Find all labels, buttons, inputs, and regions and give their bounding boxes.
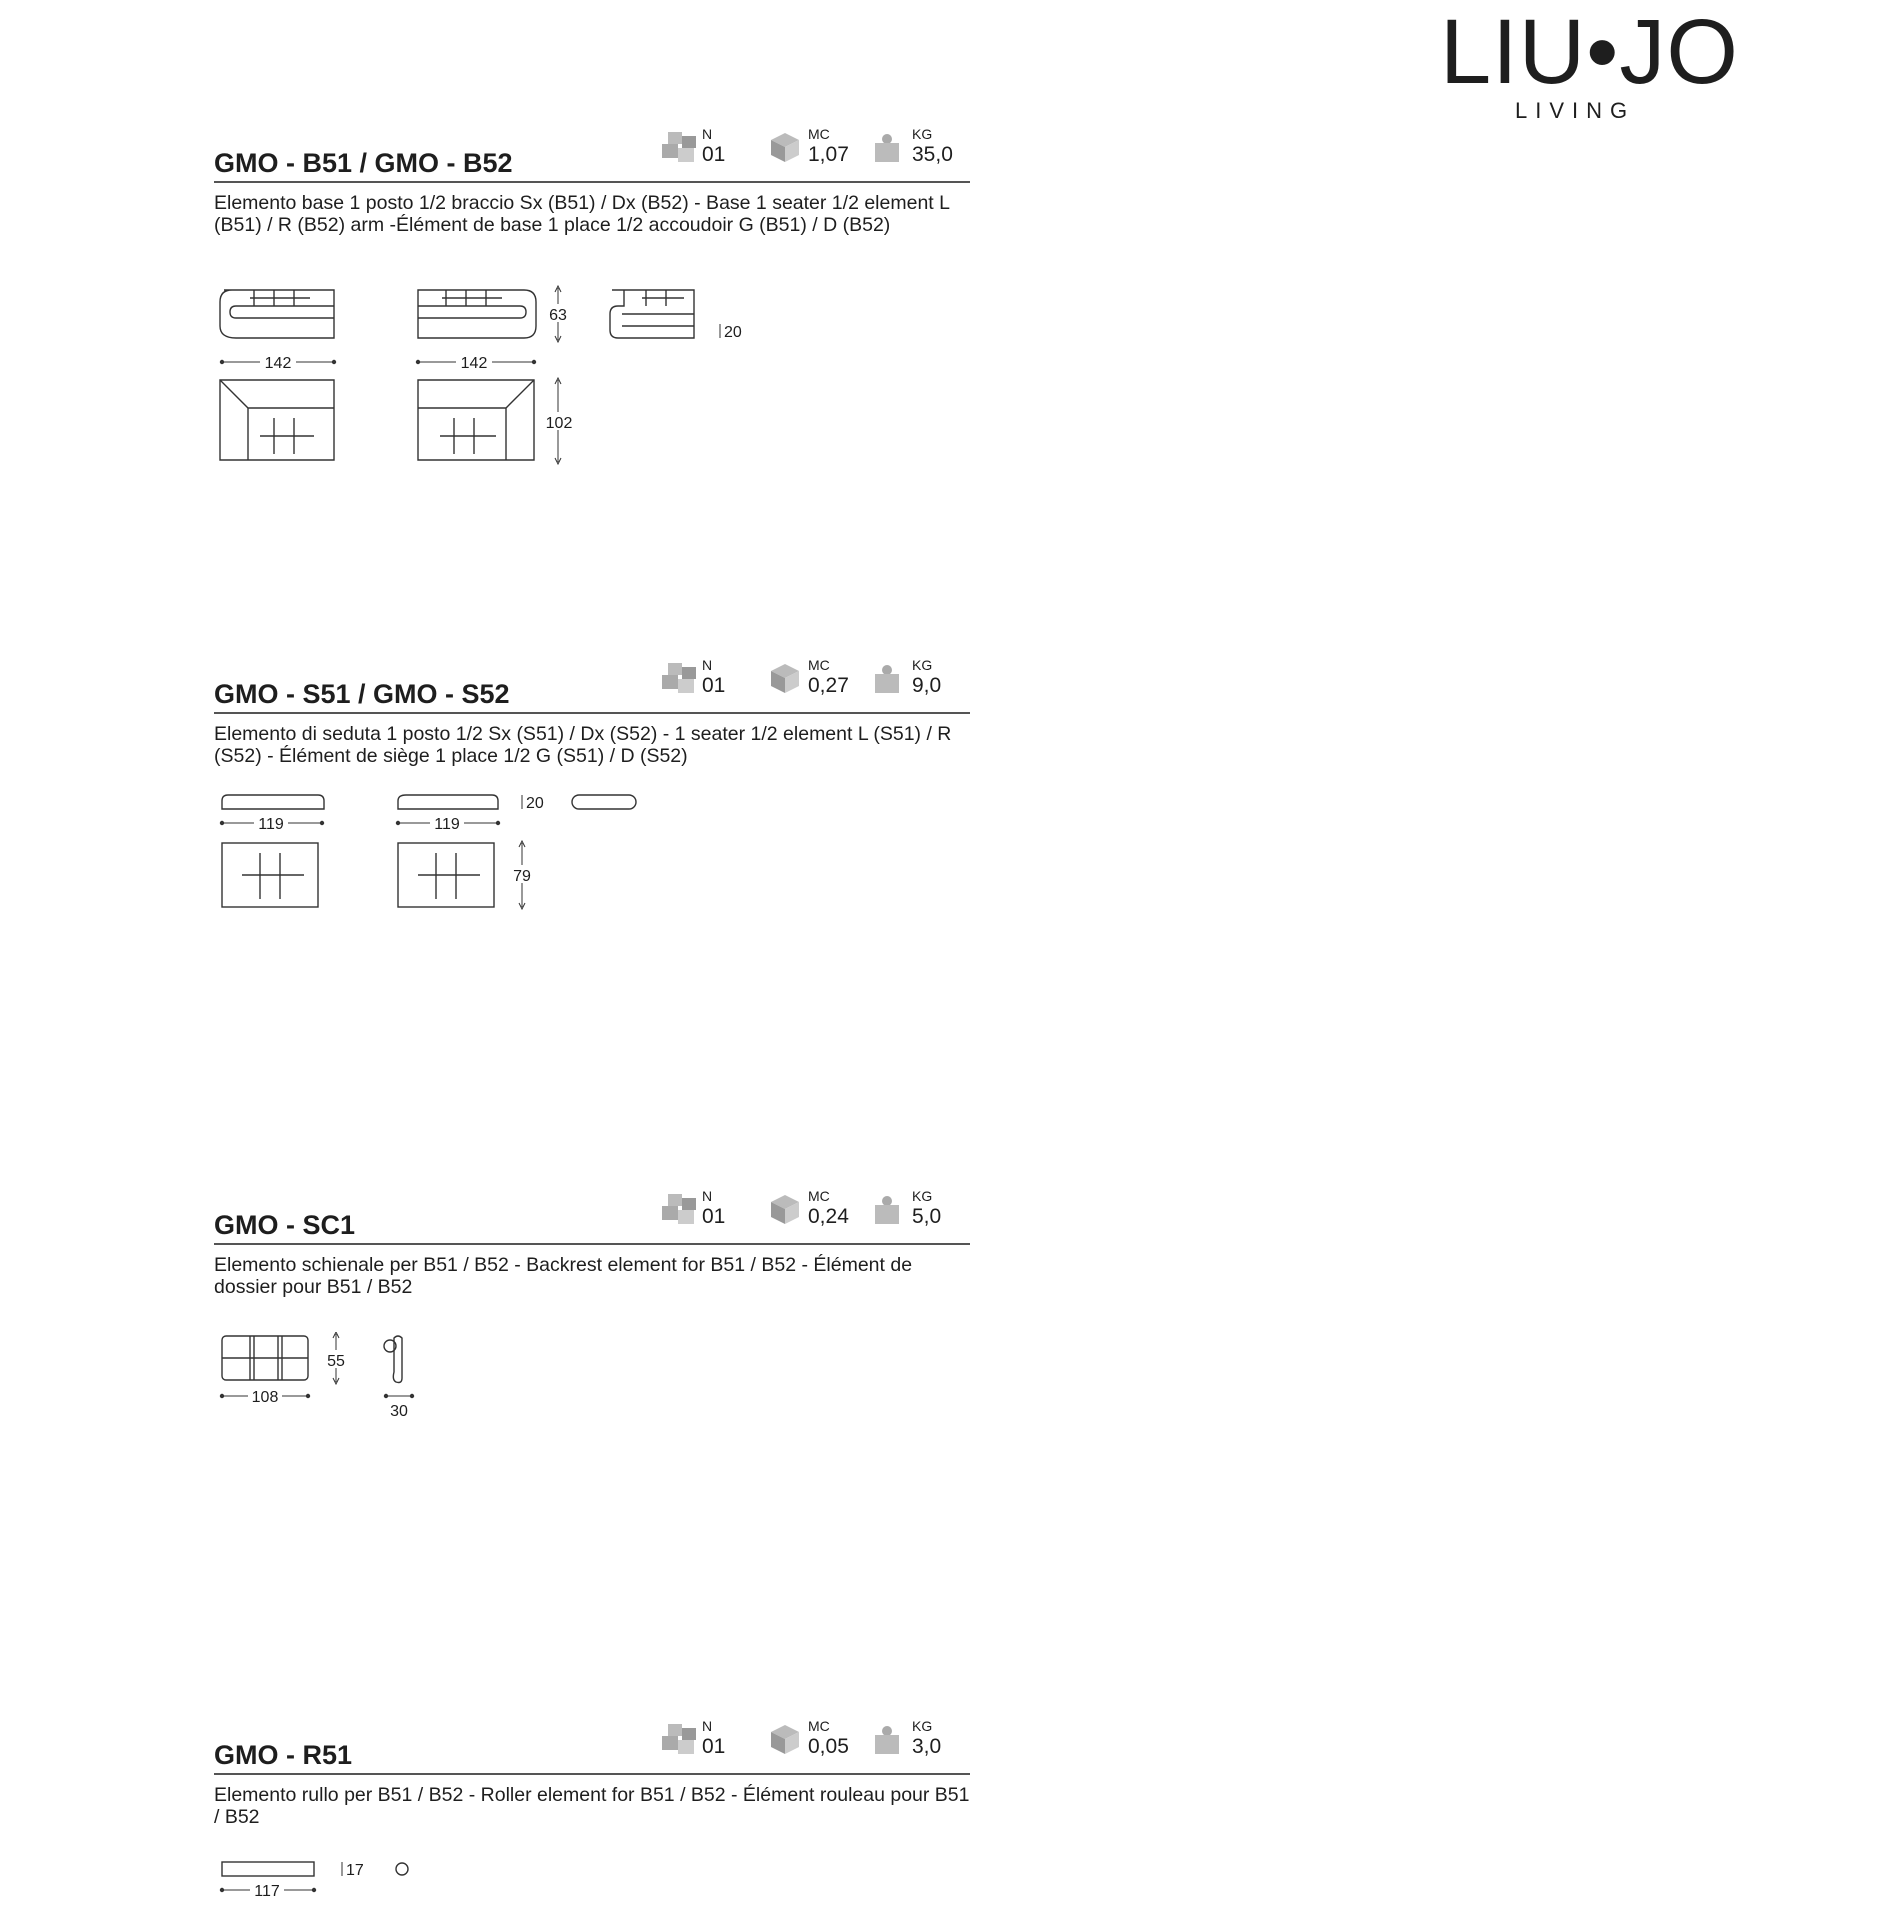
packages-icon — [662, 130, 700, 170]
top-view-left-arm — [220, 380, 334, 460]
dim-width: 117 — [254, 1883, 280, 1900]
product-title: GMO - B51 / GMO - B52 — [214, 148, 513, 178]
dim-width-left: 119 — [258, 816, 284, 833]
stat-value-n: 01 — [702, 674, 726, 697]
packages-icon — [662, 1722, 700, 1762]
stat-value-mc: 0,05 — [808, 1735, 849, 1758]
dim-width: 108 — [251, 1389, 279, 1406]
product-description: Elemento schienale per B51 / B52 - Backrest element for B51 / B52 - Élément de dossier pour B51 / B52 — [214, 1254, 913, 1298]
title-rule — [214, 1773, 970, 1775]
stat-label-mc: MC — [808, 1718, 830, 1734]
stat-value-mc: 1,07 — [808, 143, 849, 166]
stat-value-n: 01 — [702, 1205, 726, 1228]
product-description: Elemento base 1 posto 1/2 braccio Sx (B51) / Dx (B52) - Base 1 seater 1/2 element L (B51) / R (B52) arm -Élément de base 1 place 1/2 accoudoir G (B51) / D (B52) — [214, 192, 950, 236]
title-rule — [214, 1243, 970, 1245]
product-title: GMO - R51 — [214, 1740, 353, 1770]
product-title: GMO - S51 / GMO - S52 — [214, 679, 510, 709]
stat-value-kg: 5,0 — [912, 1205, 942, 1228]
logo-subtitle: LIVING — [1515, 98, 1636, 123]
stat-value-kg: 3,0 — [912, 1735, 942, 1758]
top-view-right-arm — [418, 380, 534, 460]
dim-width-right: 119 — [434, 816, 460, 833]
dim-height: 63 — [549, 307, 567, 324]
dim-height: 17 — [346, 1862, 364, 1879]
liujo-living-logo — [1440, 1, 1739, 123]
dim-height: 55 — [327, 1353, 345, 1370]
stat-label-mc: MC — [808, 126, 830, 142]
stat-value-n: 01 — [702, 143, 726, 166]
stat-label-n: N — [702, 657, 713, 673]
seat-top-view-right — [398, 843, 494, 907]
stat-label-n: N — [702, 1718, 713, 1734]
weight-icon — [872, 130, 902, 164]
volume-cube-icon — [768, 1722, 802, 1756]
dim-depth: 30 — [390, 1403, 408, 1420]
dim-seat: 20 — [724, 324, 742, 341]
stat-value-n: 01 — [702, 1735, 726, 1758]
stat-label-kg: KG — [912, 657, 933, 673]
roller-side-view — [396, 1863, 408, 1875]
stat-value-mc: 0,27 — [808, 674, 849, 697]
seat-top-view-left — [222, 843, 318, 907]
stat-value-kg: 35,0 — [912, 143, 953, 166]
stat-label-n: N — [702, 126, 713, 142]
stat-label-kg: KG — [912, 126, 933, 142]
stat-value-mc: 0,24 — [808, 1205, 849, 1228]
dim-depth: 102 — [545, 415, 573, 432]
technical-drawings — [214, 284, 774, 479]
seat-cushion-front-right — [398, 795, 498, 809]
dim-width-right: 142 — [460, 355, 488, 372]
weight-icon — [872, 1722, 902, 1756]
volume-cube-icon — [768, 661, 802, 695]
backrest-side-view — [384, 1336, 402, 1383]
front-view-right-arm — [418, 290, 536, 338]
backrest-front-view — [222, 1336, 308, 1380]
volume-cube-icon — [768, 1192, 802, 1226]
side-view — [610, 290, 694, 338]
product-description: Elemento rullo per B51 / B52 - Roller element for B51 / B52 - Élément rouleau pour B51 / B52 — [214, 1784, 970, 1828]
dim-width-left: 142 — [264, 355, 292, 372]
stat-label-kg: KG — [912, 1718, 933, 1734]
logo-brand: LIU•JO — [1440, 1, 1739, 103]
technical-drawings — [214, 1332, 474, 1437]
front-view-left-arm — [220, 290, 334, 338]
dim-height: 20 — [526, 795, 544, 812]
roller-front-view — [222, 1862, 314, 1876]
stat-label-n: N — [702, 1188, 713, 1204]
title-rule — [214, 712, 970, 714]
stat-label-mc: MC — [808, 657, 830, 673]
weight-icon — [872, 1192, 902, 1226]
product-title: GMO - SC1 — [214, 1210, 356, 1240]
title-rule — [214, 181, 970, 183]
dim-depth: 79 — [513, 868, 531, 885]
stat-value-kg: 9,0 — [912, 674, 942, 697]
packages-icon — [662, 1192, 700, 1232]
product-description: Elemento di seduta 1 posto 1/2 Sx (S51) / Dx (S52) - 1 seater 1/2 element L (S51) / R (S52) - Élément de siège 1 place 1/2 G (S51) / D (S52) — [214, 723, 952, 767]
stat-label-kg: KG — [912, 1188, 933, 1204]
stat-label-mc: MC — [808, 1188, 830, 1204]
packages-icon — [662, 661, 700, 701]
seat-cushion-front-left — [222, 795, 324, 809]
seat-cushion-side — [572, 795, 636, 809]
technical-drawings — [214, 793, 674, 938]
weight-icon — [872, 661, 902, 695]
volume-cube-icon — [768, 130, 802, 164]
